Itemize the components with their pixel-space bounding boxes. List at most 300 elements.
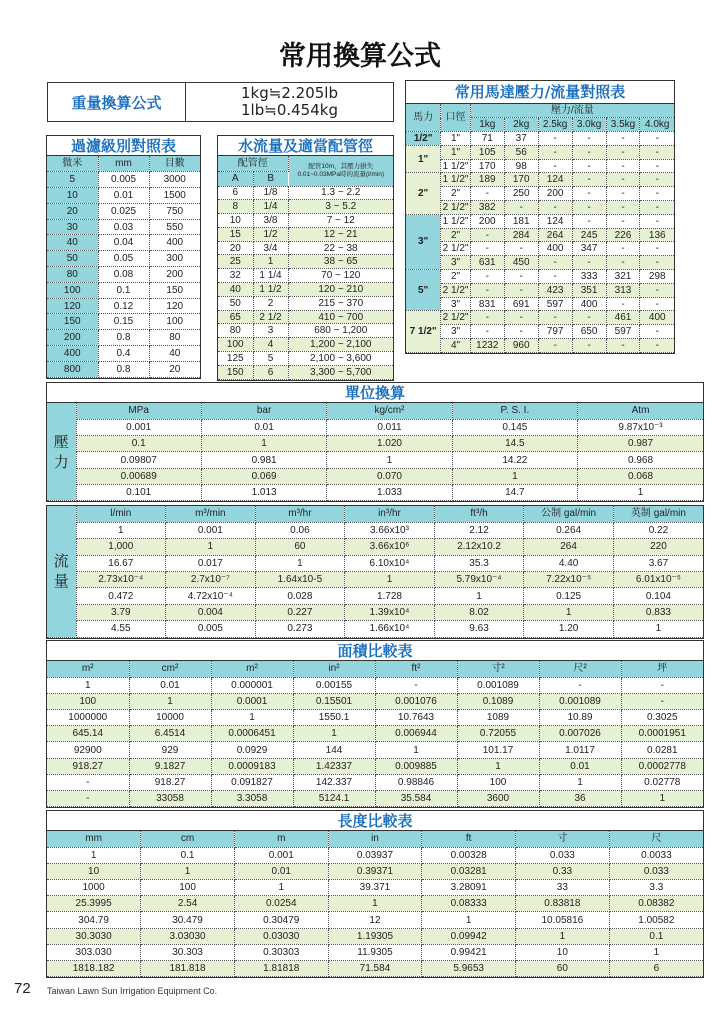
motor-table-title: 常用馬達壓力/流量對照表 xyxy=(406,81,674,104)
table-cell: 14.7 xyxy=(452,484,577,500)
table-cell: - xyxy=(572,132,606,146)
table-cell: 831 xyxy=(470,297,504,311)
table-row xyxy=(47,468,703,484)
table-cell: 304.79 xyxy=(47,912,141,928)
table-cell: 347 xyxy=(572,242,606,256)
table-cell: 0.0001951 xyxy=(621,726,703,742)
table-cell: 0.00328 xyxy=(422,847,516,863)
table-cell: 1/4 xyxy=(253,200,288,214)
table-cell: 189 xyxy=(470,173,504,187)
table-cell: 0.99421 xyxy=(422,944,516,960)
column-header: 寸² xyxy=(457,661,539,677)
table-row xyxy=(47,758,703,774)
table-cell: 1 xyxy=(621,791,703,807)
table-cell: - xyxy=(606,214,640,228)
hp-header: 馬力 xyxy=(406,104,441,132)
table-cell: 1.00582 xyxy=(609,912,703,928)
table-cell: 1.020 xyxy=(327,436,452,452)
table-cell: - xyxy=(606,242,640,256)
table-cell: 929 xyxy=(129,742,211,758)
table-cell: 2.12 xyxy=(434,522,524,538)
pipe-header-a: A xyxy=(218,171,253,186)
table-cell: 2" xyxy=(441,228,470,242)
table-row xyxy=(47,880,703,896)
table-cell: 125 xyxy=(218,352,253,366)
table-cell: 80 xyxy=(47,267,98,283)
table-cell: - xyxy=(470,283,504,297)
column-header: m xyxy=(234,831,328,847)
table-cell: 0.005 xyxy=(166,621,256,637)
table-cell: 1 1/2" xyxy=(442,215,469,227)
table-cell: 9.1827 xyxy=(129,758,211,774)
table-row xyxy=(406,201,674,215)
table-cell: 3.3 xyxy=(609,880,703,896)
table-cell: 1 xyxy=(516,928,610,944)
table-cell: 1.20 xyxy=(524,621,614,637)
table-cell: 0.070 xyxy=(327,468,452,484)
table-cell: - xyxy=(572,159,606,173)
pipe-diameter-header: 配管徑 xyxy=(218,156,288,171)
table-cell: 1 xyxy=(434,588,524,604)
table-cell: 120 xyxy=(47,298,98,314)
table-cell: 60 xyxy=(516,961,610,977)
table-cell: 2.73x10⁻⁴ xyxy=(76,572,166,588)
table-row xyxy=(47,742,703,758)
table-cell: 0.02778 xyxy=(621,774,703,790)
table-cell: 0.981 xyxy=(201,452,326,468)
table-cell: 1.013 xyxy=(201,484,326,500)
table-row xyxy=(47,944,703,960)
table-cell: 0.001 xyxy=(76,419,201,435)
table-cell: 298 xyxy=(640,270,674,284)
table-cell: 1 xyxy=(578,484,703,500)
column-header: bar xyxy=(201,403,326,419)
table-cell: 2" xyxy=(441,187,470,201)
table-cell: 410 ~ 700 xyxy=(288,310,393,324)
table-cell: 0.004 xyxy=(166,604,256,620)
table-row xyxy=(406,187,674,201)
table-cell: 797 xyxy=(538,325,572,339)
table-row xyxy=(406,311,674,325)
table-cell: 0.001 xyxy=(234,847,328,863)
table-row xyxy=(47,330,200,346)
table-cell: - xyxy=(606,132,640,146)
table-cell: 0.033 xyxy=(516,847,610,863)
table-cell: 0.011 xyxy=(327,419,452,435)
table-cell: 3.67 xyxy=(613,555,703,571)
table-cell: - xyxy=(572,339,606,353)
table-row xyxy=(218,269,393,283)
table-cell: 0.08382 xyxy=(609,896,703,912)
table-cell: - xyxy=(572,311,606,325)
pressure-flow-header: 壓力/流量 xyxy=(470,104,674,118)
table-cell: 150 xyxy=(218,365,253,379)
table-cell: 0.1 xyxy=(141,847,235,863)
motor-pressure-flow-table xyxy=(405,80,675,354)
table-cell: 50 xyxy=(47,251,98,267)
table-cell: - xyxy=(640,187,674,201)
column-header: MPa xyxy=(76,403,201,419)
table-cell: 6.10x10⁴ xyxy=(345,555,435,571)
table-cell: - xyxy=(504,270,538,284)
column-header: 1kg xyxy=(470,118,504,132)
table-cell: 2 1/2" xyxy=(442,243,469,255)
table-cell: - xyxy=(572,256,606,270)
table-cell: 1818.182 xyxy=(47,961,141,977)
table-cell: 1 xyxy=(141,863,235,879)
table-cell: 25 xyxy=(218,255,253,269)
table-cell: 0.1089 xyxy=(457,693,539,709)
table-cell: 1 xyxy=(47,847,141,863)
table-cell: - xyxy=(606,339,640,353)
table-cell: 10 xyxy=(47,863,141,879)
horsepower-cell: 1/2" xyxy=(406,132,441,146)
table-cell: 6 xyxy=(218,186,253,200)
table-row xyxy=(47,314,200,330)
table-cell: 0.01 xyxy=(201,419,326,435)
header-row xyxy=(47,506,703,522)
table-row xyxy=(47,436,703,452)
table-cell: 0.006944 xyxy=(375,726,457,742)
table-cell: 136 xyxy=(640,228,674,242)
table-cell: 124 xyxy=(538,173,572,187)
table-cell: 71.584 xyxy=(328,961,422,977)
table-cell: - xyxy=(572,214,606,228)
table-cell: 1 xyxy=(375,742,457,758)
table-cell: 303.030 xyxy=(47,944,141,960)
table-cell: 0.091827 xyxy=(211,774,293,790)
table-cell: 0.1 xyxy=(98,282,149,298)
table-cell: 0.017 xyxy=(166,555,256,571)
table-cell: - xyxy=(640,201,674,215)
table-cell: - xyxy=(470,311,504,325)
table-cell: 461 xyxy=(606,311,640,325)
table-cell: 22 ~ 38 xyxy=(288,241,393,255)
table-cell: - xyxy=(538,159,572,173)
table-cell: 2 1/2" xyxy=(442,284,469,296)
table-cell: 100 xyxy=(218,338,253,352)
table-cell: 60 xyxy=(255,539,345,555)
table-cell: 32 xyxy=(218,269,253,283)
table-cell: 3.03030 xyxy=(141,928,235,944)
table-cell: 1.42337 xyxy=(293,758,375,774)
table-cell: 3000 xyxy=(149,172,200,188)
table-cell: 3 ~ 5.2 xyxy=(288,200,393,214)
length-comparison-table xyxy=(46,810,704,978)
table-cell: 105 xyxy=(470,145,504,159)
table-cell: - xyxy=(470,270,504,284)
table-cell: 30.303 xyxy=(141,944,235,960)
table-cell: 1,200 ~ 2,100 xyxy=(288,338,393,352)
table-cell: 631 xyxy=(470,256,504,270)
table-cell: 1.728 xyxy=(345,588,435,604)
table-cell: 124 xyxy=(538,214,572,228)
column-header: 尺² xyxy=(539,661,621,677)
table-cell: 1.39x10⁴ xyxy=(345,604,435,620)
table-cell: 33058 xyxy=(129,791,211,807)
table-cell: 170 xyxy=(504,173,538,187)
table-cell: 1 xyxy=(293,726,375,742)
table-cell: 750 xyxy=(149,203,200,219)
table-cell: 12 xyxy=(328,912,422,928)
table-cell: 0.12 xyxy=(98,298,149,314)
table-row xyxy=(47,522,703,538)
table-cell: 1 xyxy=(422,912,516,928)
header-row xyxy=(47,403,703,419)
table-cell: 5 xyxy=(47,172,98,188)
table-cell: 5.79x10⁻⁴ xyxy=(434,572,524,588)
table-cell: - xyxy=(538,339,572,353)
table-row xyxy=(47,961,703,977)
table-row xyxy=(218,365,393,379)
table-cell: 4.72x10⁻⁴ xyxy=(166,588,256,604)
table-cell: 0.005 xyxy=(98,172,149,188)
table-cell: 6.4514 xyxy=(129,726,211,742)
table-cell: 2.7x10⁻⁷ xyxy=(166,572,256,588)
table-cell: 10 xyxy=(516,944,610,960)
table-cell: 3.28091 xyxy=(422,880,516,896)
table-cell: 3 xyxy=(253,324,288,338)
table-cell: - xyxy=(538,201,572,215)
table-cell: 680 ~ 1,200 xyxy=(288,324,393,338)
table-cell: 92900 xyxy=(47,742,129,758)
table-cell: 321 xyxy=(606,270,640,284)
table-row xyxy=(47,588,703,604)
weight-conversion-label: 重量換算公式 xyxy=(48,83,186,121)
table-cell: 20 xyxy=(47,203,98,219)
table-cell: 0.30479 xyxy=(234,912,328,928)
table-cell: 30.3030 xyxy=(47,928,141,944)
table-cell: 101.17 xyxy=(457,742,539,758)
table-cell: - xyxy=(504,242,538,256)
table-cell: 1 xyxy=(327,452,452,468)
table-cell: 0.8 xyxy=(98,361,149,377)
table-cell: 3.66x10³ xyxy=(345,522,435,538)
table-cell: 1.81818 xyxy=(234,961,328,977)
table-cell: 0.05 xyxy=(98,251,149,267)
table-cell: 1.0117 xyxy=(539,742,621,758)
table-cell: 7.22x10⁻⁵ xyxy=(524,572,614,588)
table-cell: 0.15501 xyxy=(293,693,375,709)
column-header: 2.5kg xyxy=(538,118,572,132)
table-cell: 30 xyxy=(47,219,98,235)
table-row xyxy=(218,186,393,200)
table-cell: 15 xyxy=(218,227,253,241)
horsepower-cell: 3" xyxy=(406,214,441,269)
table-cell: 25.3995 xyxy=(47,896,141,912)
table-cell: 0.8 xyxy=(98,330,149,346)
table-cell: 0.0281 xyxy=(621,742,703,758)
table-cell: 0.472 xyxy=(76,588,166,604)
table-cell: - xyxy=(538,256,572,270)
table-cell: - xyxy=(470,228,504,242)
table-cell: - xyxy=(539,677,621,693)
table-cell: 3/4 xyxy=(253,241,288,255)
table-cell: 250 xyxy=(504,187,538,201)
table-row xyxy=(218,338,393,352)
table-cell: 1 xyxy=(457,758,539,774)
table-cell: 0.069 xyxy=(201,468,326,484)
table-row xyxy=(406,325,674,339)
table-cell: - xyxy=(640,325,674,339)
table-cell: 1000 xyxy=(47,880,141,896)
pressure-conversion-table xyxy=(46,382,704,502)
table-cell: 2.12x10.2 xyxy=(434,539,524,555)
table-cell: 200 xyxy=(538,187,572,201)
column-header: 寸 xyxy=(516,831,610,847)
table-cell: - xyxy=(621,693,703,709)
table-row xyxy=(406,145,674,159)
column-header: 3.5kg xyxy=(606,118,640,132)
column-header: m² xyxy=(211,661,293,677)
horsepower-cell: 7 1/2" xyxy=(406,311,441,352)
table-row xyxy=(47,774,703,790)
table-cell: - xyxy=(375,677,457,693)
table-cell: - xyxy=(640,132,674,146)
table-cell: 351 xyxy=(572,283,606,297)
table-cell: - xyxy=(470,242,504,256)
flow-conversion-table xyxy=(46,505,704,639)
table-cell: - xyxy=(606,145,640,159)
table-cell: - xyxy=(640,283,674,297)
table-cell: 423 xyxy=(538,283,572,297)
table-row xyxy=(218,296,393,310)
table-cell: 2 1/2" xyxy=(442,201,469,213)
table-cell: 14.22 xyxy=(452,452,577,468)
table-cell: 264 xyxy=(524,539,614,555)
table-cell: 2 1/2 xyxy=(253,310,288,324)
table-row xyxy=(47,452,703,468)
table-cell: 6 xyxy=(609,961,703,977)
table-row xyxy=(218,352,393,366)
table-cell: 1 xyxy=(76,522,166,538)
horsepower-cell: 5" xyxy=(406,270,441,311)
table-cell: - xyxy=(640,159,674,173)
table-cell: 0.0254 xyxy=(234,896,328,912)
column-header: Atm xyxy=(578,403,703,419)
column-header: P. S. I. xyxy=(452,403,577,419)
table-row xyxy=(406,214,674,228)
side-label xyxy=(47,403,76,501)
table-cell: - xyxy=(504,201,538,215)
table-cell: 100 xyxy=(47,693,129,709)
table-cell: 56 xyxy=(504,145,538,159)
table-row xyxy=(47,188,200,204)
table-cell: 33 xyxy=(516,880,610,896)
table-cell: 100 xyxy=(141,880,235,896)
table-cell: 0.000001 xyxy=(211,677,293,693)
table-row xyxy=(406,173,674,187)
table-row xyxy=(47,555,703,571)
table-row xyxy=(47,710,703,726)
table-cell: 4.40 xyxy=(524,555,614,571)
side-label xyxy=(47,506,76,637)
table-row xyxy=(47,572,703,588)
table-cell: 10.89 xyxy=(539,710,621,726)
table-cell: - xyxy=(504,325,538,339)
table-cell: 1 xyxy=(47,677,129,693)
page-title: 常用換算公式 xyxy=(279,41,441,72)
table-cell: - xyxy=(640,145,674,159)
table-cell: 181.818 xyxy=(141,961,235,977)
table-cell: 142.337 xyxy=(293,774,375,790)
horsepower-cell: 2" xyxy=(406,173,441,214)
table-cell: 8 xyxy=(218,200,253,214)
pipe-table-title: 水流量及適當配管徑 xyxy=(218,136,393,156)
table-cell: 918.27 xyxy=(47,758,129,774)
table-cell: 1 1/2" xyxy=(442,174,469,186)
table-cell: 0.264 xyxy=(524,522,614,538)
table-cell: 3/8 xyxy=(253,214,288,228)
table-cell: 5124.1 xyxy=(293,791,375,807)
table-cell: 691 xyxy=(504,297,538,311)
table-cell: 7 ~ 12 xyxy=(288,214,393,228)
table-cell: 6.01x10⁻⁵ xyxy=(613,572,703,588)
table-cell: 400 xyxy=(47,346,98,362)
table-row xyxy=(47,791,703,807)
column-header: 目數 xyxy=(149,156,200,172)
table-cell: 170 xyxy=(470,159,504,173)
table-cell: 0.15 xyxy=(98,314,149,330)
table-cell: 2 1/2" xyxy=(442,312,469,324)
table-cell: 450 xyxy=(504,256,538,270)
table-cell: 16.67 xyxy=(76,555,166,571)
table-cell: 80 xyxy=(218,324,253,338)
pipe-header-b: B xyxy=(253,171,288,186)
table-row xyxy=(406,159,674,173)
table-cell: 120 xyxy=(149,298,200,314)
column-header: m³/min xyxy=(166,506,256,522)
column-header: 英制 gal/min xyxy=(613,506,703,522)
table-cell: 918.27 xyxy=(129,774,211,790)
table-cell: 200 xyxy=(470,214,504,228)
table-cell: - xyxy=(538,270,572,284)
table-cell: 200 xyxy=(149,267,200,283)
table-row xyxy=(47,251,200,267)
table-cell: 0.1 xyxy=(609,928,703,944)
table-cell: 6 xyxy=(253,365,288,379)
units-table-title: 單位換算 xyxy=(47,383,703,403)
table-cell: 1 xyxy=(253,255,288,269)
table-cell: 20 xyxy=(218,241,253,255)
table-cell: - xyxy=(504,311,538,325)
table-row xyxy=(47,203,200,219)
table-cell: 0.0002778 xyxy=(621,758,703,774)
table-cell: 1 xyxy=(255,555,345,571)
table-row xyxy=(47,847,703,863)
table-row xyxy=(47,912,703,928)
table-cell: 50 xyxy=(218,296,253,310)
column-header: 3.0kg xyxy=(572,118,606,132)
table-cell: 10.7643 xyxy=(375,710,457,726)
filter-table-title: 過濾級別對照表 xyxy=(47,136,200,156)
table-cell: 0.028 xyxy=(255,588,345,604)
table-cell: 1232 xyxy=(470,339,504,353)
table-cell: 4.55 xyxy=(76,621,166,637)
table-cell: 150 xyxy=(149,282,200,298)
table-cell: 400 xyxy=(149,235,200,251)
table-cell: 40 xyxy=(47,235,98,251)
table-cell: 1 xyxy=(452,468,577,484)
table-cell: 3,300 ~ 5,700 xyxy=(288,365,393,379)
table-cell: 8.02 xyxy=(434,604,524,620)
table-row xyxy=(47,621,703,637)
column-header: cm² xyxy=(129,661,211,677)
table-cell: 0.273 xyxy=(255,621,345,637)
column-header: ft³/h xyxy=(434,506,524,522)
table-cell: 1 xyxy=(201,436,326,452)
table-cell: 0.0033 xyxy=(609,847,703,863)
